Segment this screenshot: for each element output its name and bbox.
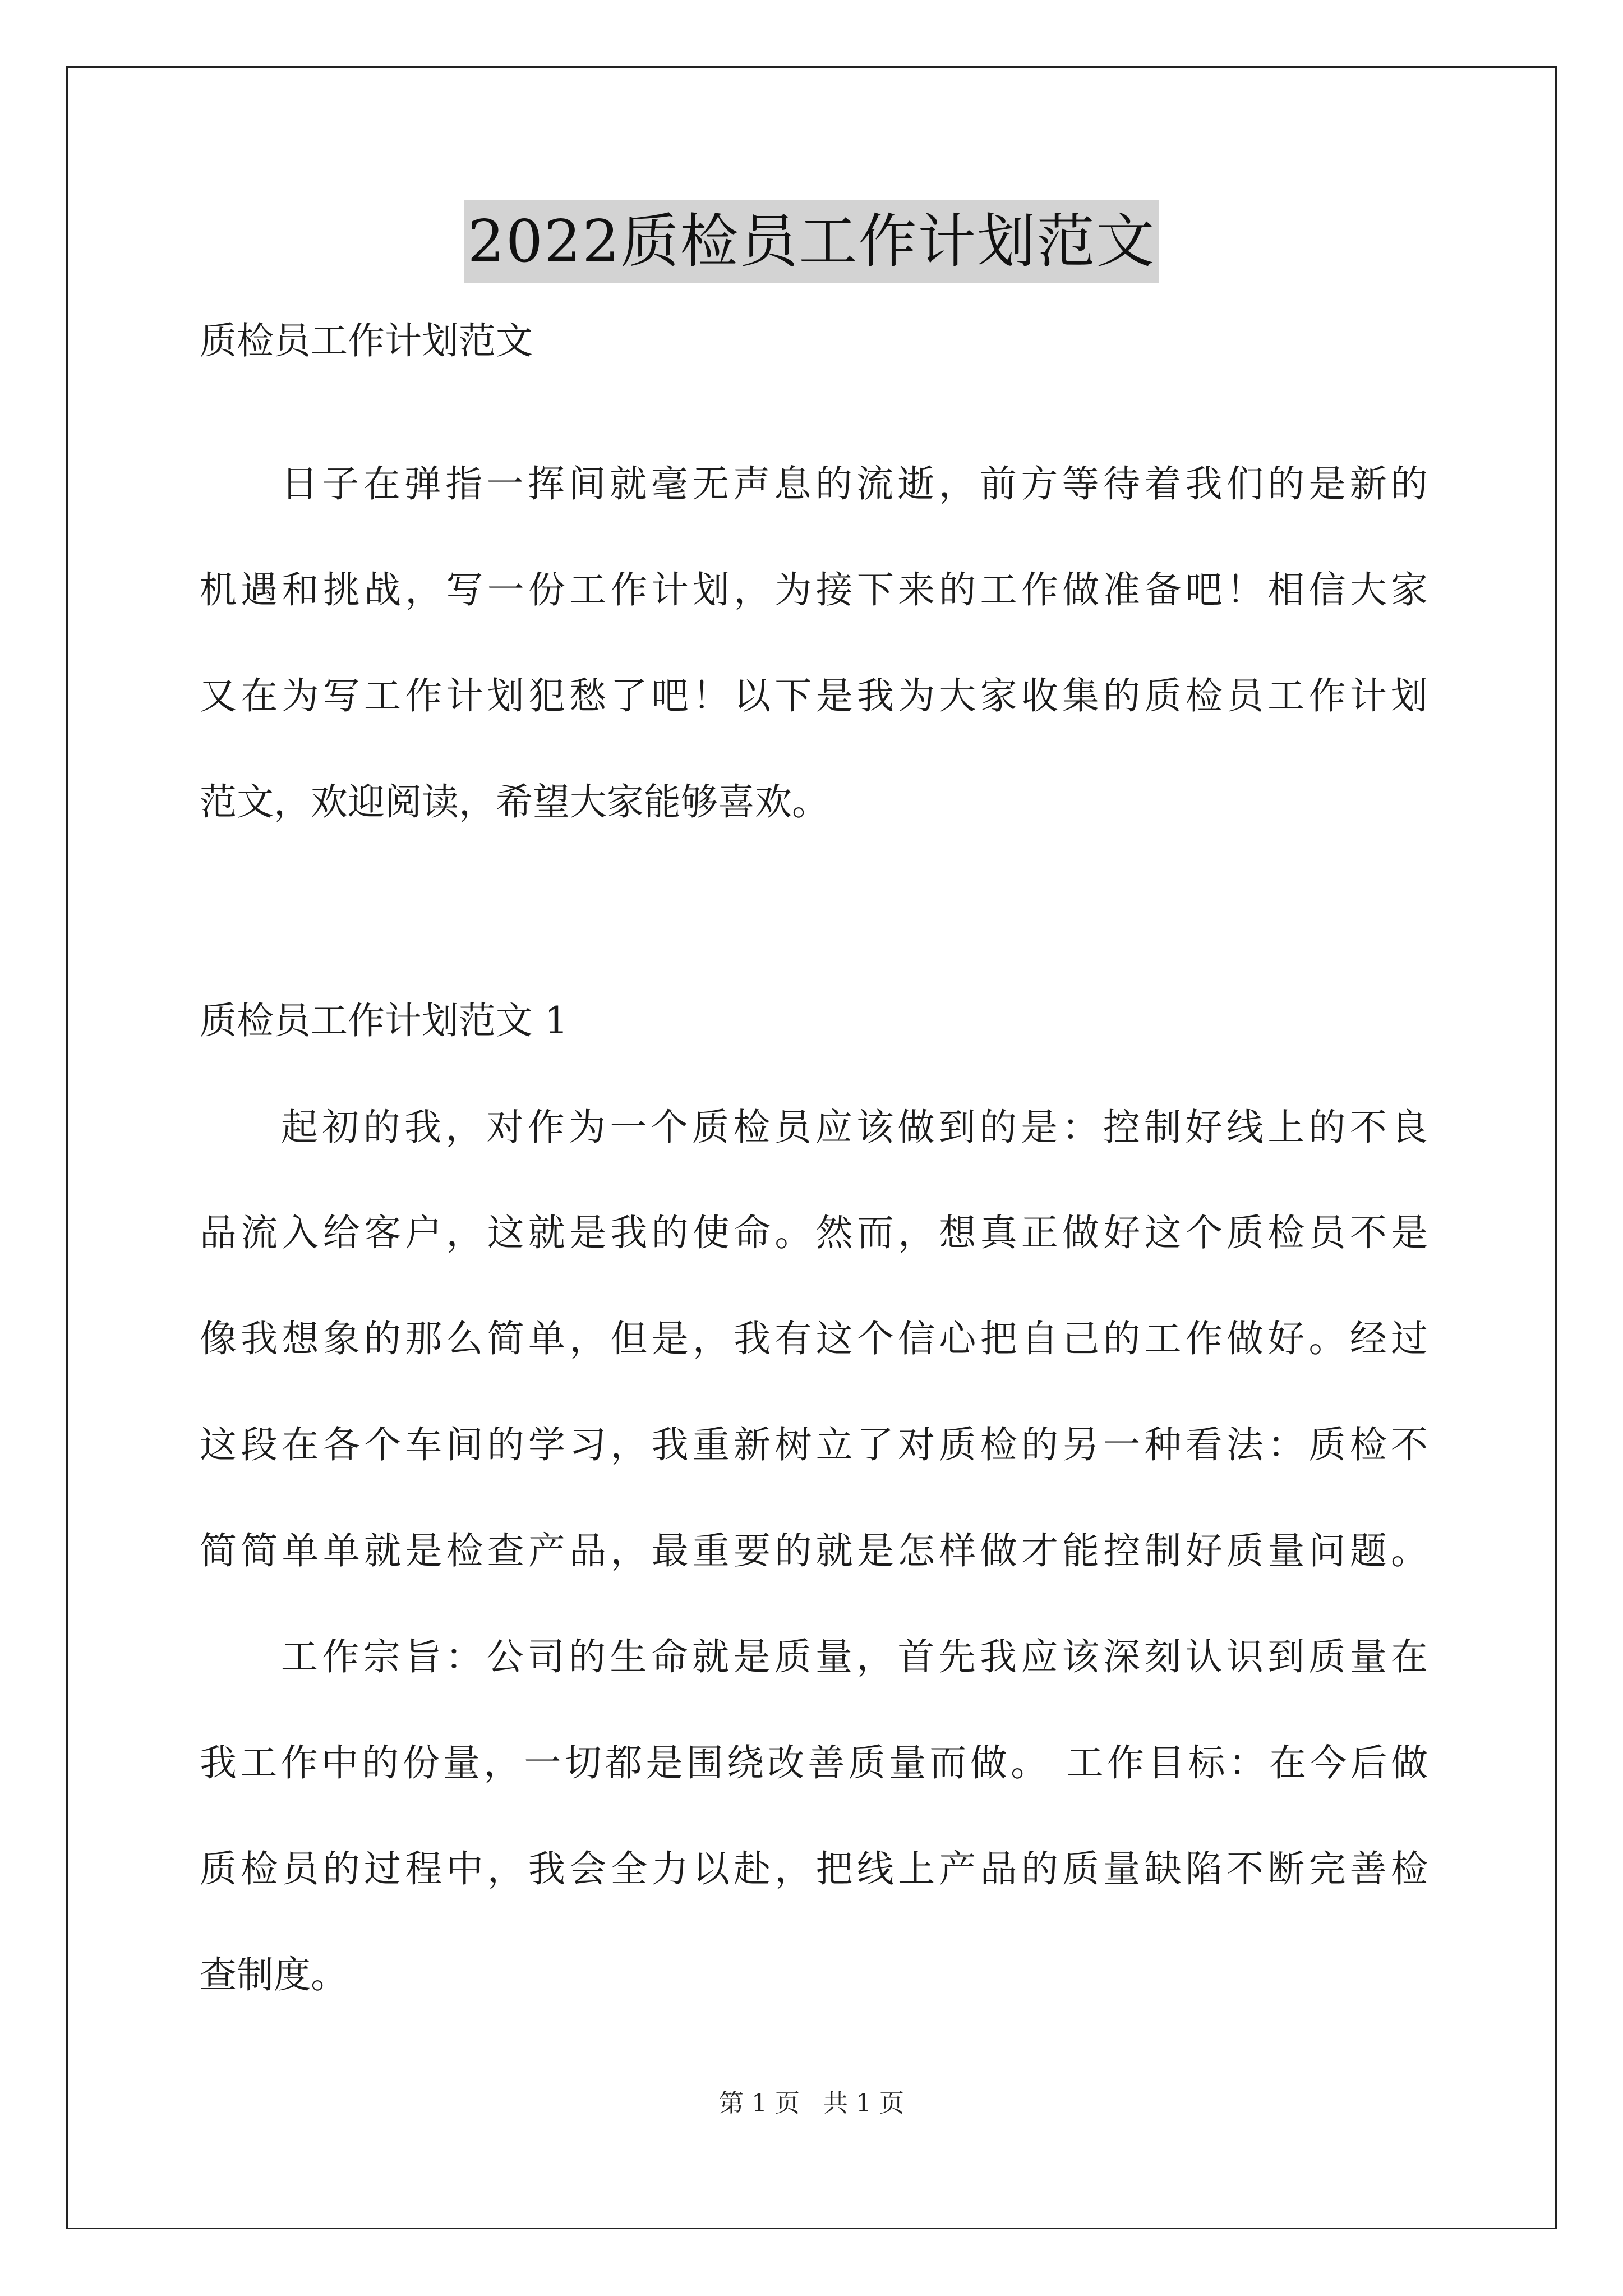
paragraph-line: 我工作中的份量，一切都是围绕改善质量而做。 工作目标：在今后做 xyxy=(200,1741,1428,1784)
intro-line: 又在为写工作计划犯愁了吧！以下是我为大家收集的质检员工作计划 xyxy=(200,674,1428,717)
document-title: 2022质检员工作计划范文 xyxy=(464,200,1159,283)
page-number-footer: 第 1 页 共 1 页 xyxy=(719,2089,904,2118)
document-subtitle: 质检员工作计划范文 xyxy=(200,319,533,362)
title-container xyxy=(0,200,1623,283)
paragraph-line: 起初的我，对作为一个质检员应该做到的是：控制好线上的不良 xyxy=(281,1106,1428,1149)
intro-line: 日子在弹指一挥间就毫无声息的流逝，前方等待着我们的是新的 xyxy=(281,462,1428,505)
paragraph-line: 工作宗旨：公司的生命就是质量，首先我应该深刻认识到质量在 xyxy=(281,1635,1428,1678)
intro-line: 范文，欢迎阅读，希望大家能够喜欢。 xyxy=(200,780,829,823)
paragraph-line: 像我想象的那么简单，但是，我有这个信心把自己的工作做好。经过 xyxy=(200,1317,1428,1360)
paragraph-line: 简简单单就是检查产品，最重要的就是怎样做才能控制好质量问题。 xyxy=(200,1529,1428,1572)
paragraph-line: 查制度。 xyxy=(200,1953,348,1996)
section-heading: 质检员工作计划范文 1 xyxy=(200,999,568,1042)
paragraph-line: 这段在各个车间的学习，我重新树立了对质检的另一种看法：质检不 xyxy=(200,1423,1428,1466)
paragraph-line: 品流入给客户，这就是我的使命。然而，想真正做好这个质检员不是 xyxy=(200,1211,1428,1254)
paragraph-line: 质检员的过程中，我会全力以赴，把线上产品的质量缺陷不断完善检 xyxy=(200,1847,1428,1890)
intro-line: 机遇和挑战，写一份工作计划，为接下来的工作做准备吧！相信大家 xyxy=(200,568,1428,611)
